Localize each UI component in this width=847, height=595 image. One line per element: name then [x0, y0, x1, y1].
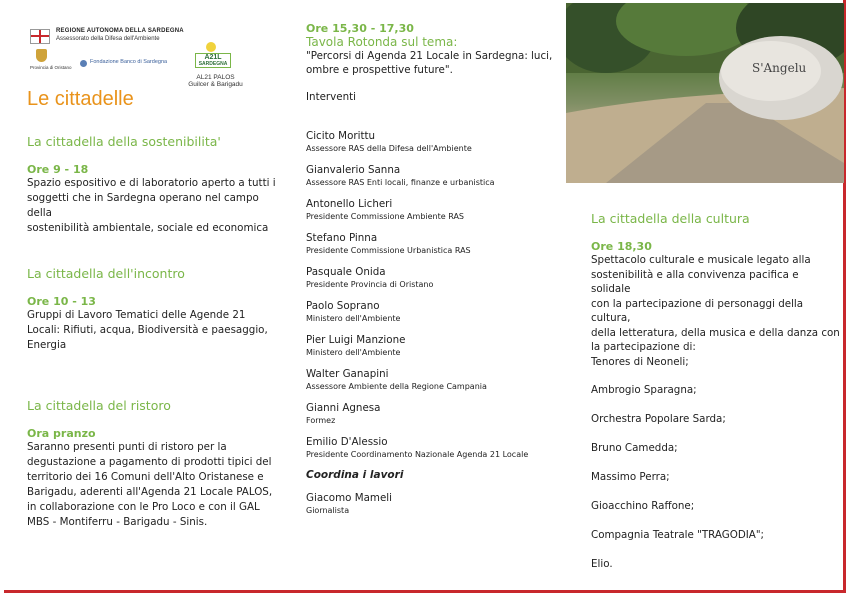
text-line: Energia [27, 339, 67, 351]
provincia-label: Provincia di Oristano [30, 65, 72, 70]
performer-list [591, 383, 841, 586]
text-line: Locali: Rifiuti, acqua, Biodiversità e paesaggio, [27, 324, 268, 336]
section-time: Ore 10 - 13 [27, 295, 96, 308]
banco-logo-icon [80, 60, 87, 67]
speaker-role: Ministero dell'Ambiente [306, 314, 401, 323]
performer-item: Orchestra Popolare Sarda; [591, 413, 726, 425]
coordinator-role: Giornalista [306, 506, 350, 515]
a21l-bottom: SARDEGNA [198, 61, 228, 67]
performer-item: Bruno Camedda; [591, 442, 678, 454]
speaker-item [306, 198, 556, 232]
text-line: Spazio espositivo e di laboratorio aperto a tutti i [27, 177, 276, 189]
section-text [27, 440, 277, 530]
text-line: MBS - Montiferru - Barigadu - Sinis. [27, 516, 208, 528]
speaker-item [306, 300, 556, 334]
speaker-name: Gianni Agnesa [306, 402, 381, 414]
speaker-role: Assessore Ambiente della Regione Campania [306, 382, 487, 391]
speaker-item [306, 334, 556, 368]
text-line: ombre e prospettive future". [306, 64, 453, 76]
section-heading: La cittadella della cultura [591, 211, 750, 226]
speaker-item [306, 130, 556, 164]
speaker-item [306, 436, 556, 470]
section-heading: La cittadella dell'incontro [27, 266, 185, 281]
section-time: Ora pranzo [27, 427, 96, 440]
text-line: sostenibilità e alla convivenza pacifica e solidale [591, 268, 799, 295]
speaker-name: Pier Luigi Manzione [306, 334, 406, 346]
speaker-item [306, 368, 556, 402]
performer-item: Elio. [591, 558, 613, 570]
text-line: in collaborazione con le Pro Loco e con il GAL [27, 501, 260, 513]
speaker-name: Walter Ganapini [306, 368, 389, 380]
ras-department: Assessorato della Difesa dell'Ambiente [56, 36, 160, 42]
coordinator-block [306, 469, 556, 516]
section-heading: La cittadella del ristoro [27, 398, 171, 413]
text-line: Tenores di Neoneli; [591, 355, 689, 368]
text-line: territorio dei 16 Comuni dell'Alto Oristanese e [27, 471, 264, 483]
coordina-label: Coordina i lavori [306, 469, 404, 481]
speaker-name: Paolo Soprano [306, 300, 380, 312]
al21-line1: AL21 PALOS [196, 74, 235, 81]
text-line: Saranno presenti punti di ristoro per la [27, 441, 227, 453]
text-line: degustazione a pagamento di prodotti tipici del [27, 456, 272, 468]
sardinia-flag-icon [30, 29, 50, 44]
photo-scene [566, 3, 844, 183]
al21-label [178, 74, 253, 88]
ras-name: REGIONE AUTONOMA DELLA SARDEGNA [56, 28, 184, 34]
tavola-tema [306, 49, 556, 77]
performer-item: Compagnia Teatrale "TRAGODIA"; [591, 529, 765, 541]
tavola-time: Ore 15,30 - 17,30 [306, 22, 414, 35]
provincia-crest-icon [36, 49, 47, 62]
banco-label: Fondazione Banco di Sardegna [90, 59, 168, 65]
text-line: con la partecipazione di personaggi della cultura, [591, 297, 804, 324]
page-title: Le cittadelle [27, 88, 134, 110]
cittadella-sostenibilita [27, 134, 277, 236]
speaker-name: Antonello Licheri [306, 198, 393, 210]
interventi-label: Interventi [306, 91, 357, 103]
speaker-item [306, 232, 556, 266]
text-line: Barigadu, aderenti all'Agenda 21 Locale PALOS, [27, 486, 273, 498]
section-time: Ore 18,30 [591, 240, 652, 253]
speaker-list [306, 130, 556, 470]
cittadella-incontro [27, 266, 277, 353]
speaker-role: Assessore RAS della Difesa dell'Ambiente [306, 144, 472, 153]
tavola-title: Tavola Rotonda sul tema: [306, 35, 458, 49]
a21l-top: A21L [204, 54, 222, 61]
speaker-item [306, 164, 556, 198]
tavola-rotonda [306, 22, 556, 105]
section-time: Ore 9 - 18 [27, 163, 89, 176]
speaker-role: Presidente Provincia di Oristano [306, 280, 434, 289]
speaker-item [306, 402, 556, 436]
al21-line2: Guilcer & Barigadu [188, 81, 243, 88]
speaker-role: Ministero dell'Ambiente [306, 348, 401, 357]
photo-sign-text: S'Angelu [752, 61, 807, 75]
speaker-role: Formez [306, 416, 336, 425]
text-line: soggetti che in Sardegna operano nel campo della [27, 192, 259, 219]
performer-item: Massimo Perra; [591, 471, 670, 483]
performer-item: Ambrogio Sparagna; [591, 384, 697, 396]
photo-s-angelu [566, 3, 844, 183]
speaker-role: Presidente Commissione Urbanistica RAS [306, 246, 471, 255]
section-text [27, 308, 277, 353]
text-line: sostenibilità ambientale, sociale ed economica [27, 222, 269, 234]
text-line: la partecipazione di: [591, 341, 696, 353]
speaker-name: Cicito Morittu [306, 130, 376, 142]
cittadella-cultura [591, 211, 841, 586]
text-line: Spettacolo culturale e musicale legato alla [591, 254, 811, 266]
speaker-name: Stefano Pinna [306, 232, 378, 244]
coordinator-name: Giacomo Mameli [306, 492, 392, 504]
section-heading: La cittadella della sostenibilita' [27, 134, 221, 149]
performer-item: Gioacchino Raffone; [591, 500, 695, 512]
speaker-role: Presidente Commissione Ambiente RAS [306, 212, 465, 221]
cittadella-ristoro [27, 398, 277, 530]
cultura-intro [591, 253, 841, 369]
speaker-name: Gianvalerio Sanna [306, 164, 401, 176]
section-text [27, 176, 277, 236]
speaker-role: Presidente Coordinamento Nazionale Agenda 21 Locale [306, 450, 529, 459]
speaker-role: Assessore RAS Enti locali, finanze e urbanistica [306, 178, 495, 187]
a21l-star-icon [206, 42, 216, 52]
a21l-logo [195, 42, 229, 68]
speaker-name: Emilio D'Alessio [306, 436, 388, 448]
text-line: "Percorsi di Agenda 21 Locale in Sardegna: luci, [306, 50, 553, 62]
speaker-item [306, 266, 556, 300]
logo-row [30, 25, 260, 88]
text-line: Gruppi di Lavoro Tematici delle Agende 21 [27, 309, 246, 321]
speaker-name: Pasquale Onida [306, 266, 386, 278]
text-line: della letteratura, della musica e della danza con [591, 326, 840, 339]
